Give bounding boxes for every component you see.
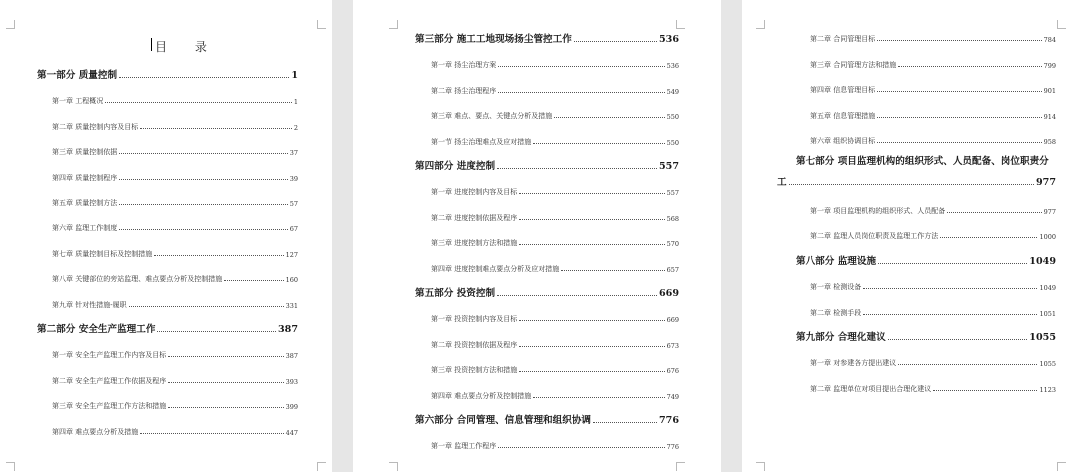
toc-chapter-entry [810,107,1056,121]
toc-entry-label: 第四部分 进度控制 [415,161,496,172]
page-corner-mark [756,462,765,471]
toc-leader-dots [933,389,1037,391]
toc-leader-dots [878,262,1027,264]
toc-leader-dots [498,446,664,448]
toc-page-number: 676 [666,367,679,376]
toc-chapter-entry [431,361,679,375]
toc-page-number: 1049 [1029,255,1056,267]
toc-entry-label: 第一章 检测设备 [810,283,862,292]
toc-chapter-entry [431,82,679,96]
toc-leader-dots [154,254,283,256]
toc-leader-dots [940,236,1037,238]
toc-entry-label: 第三章 质量控制依据 [52,148,118,157]
toc-leader-dots [119,152,287,154]
toc-chapter-entry [52,270,298,284]
toc-entry-label: 第五章 质量控制方法 [52,199,118,207]
toc-entry-label: 第九章 针对性措施-履职 [52,300,127,309]
toc-entry-label: 第六部分 合同管理、信息管理和组织协调 [415,415,592,426]
toc-leader-dots [877,90,1041,92]
toc-entry-label: 第八章 关键部位的旁站监理、难点要点分析及控制措施 [52,275,223,284]
toc-page-number: 127 [285,250,298,259]
toc-leader-dots [888,338,1028,340]
page-corner-mark [317,462,326,471]
toc-chapter-entry [431,183,679,197]
toc-page-number: 550 [666,113,679,122]
toc-entry-label: 第一章 工程概况 [52,97,104,106]
toc-part-label: 工 [777,177,787,188]
toc-entry-label: 第二章 进度控制依据及程序 [431,213,518,222]
toc-page-number: 776 [666,443,679,452]
toc-leader-dots [863,313,1037,315]
toc-chapter-entry [52,92,298,106]
toc-entry-label: 第三章 进度控制方法和措施 [431,239,518,248]
toc-part-entry [415,285,679,299]
toc-leader-dots [168,381,283,383]
toc-entry-label: 第六章 监理工作制度 [52,224,118,233]
page-corner-mark [6,462,15,471]
page-corner-mark [389,20,398,29]
toc-leader-dots [877,39,1041,41]
toc-chapter-entry [810,56,1056,70]
document-page-1 [0,0,332,472]
toc-chapter-entry [431,437,679,451]
toc-entry-label: 第一章 安全生产监理工作内容及目标 [52,351,167,360]
toc-page-number: 331 [285,301,298,310]
toc-page-number: 557 [658,161,679,172]
toc-leader-dots [498,65,664,67]
toc-entry-label: 第八部分 监理设施 [796,255,877,267]
toc-entry-label: 第一章 扬尘治理方案 [431,61,497,70]
toc-leader-dots [863,287,1037,289]
toc-leader-dots [498,91,664,93]
toc-page-number: 1051 [1039,309,1056,318]
toc-entry-label: 第二章 检测手段 [810,308,862,317]
toc-leader-dots [140,432,283,434]
toc-page-number: 1055 [1039,360,1056,369]
toc-page-number: 536 [666,62,679,71]
toc-page-number: 568 [666,214,679,223]
toc-chapter-entry [431,209,679,223]
toc-page-number: 549 [666,87,679,96]
toc-leader-dots [519,370,664,372]
page-corner-mark [1057,462,1066,471]
toc-page-number: 1 [293,98,298,107]
toc-leader-dots [519,345,664,347]
toc-chapter-entry [431,310,679,324]
page-corner-mark [756,20,765,29]
toc-entry-label: 第四章 质量控制程序 [52,173,118,182]
toc-page-number: 977 [1043,208,1056,216]
toc-chapter-entry [810,227,1056,241]
toc-page-number: 399 [285,403,298,412]
toc-leader-dots [497,294,657,296]
toc-chapter-entry [52,397,298,411]
toc-entry-label: 第二章 合同管理目标 [810,35,876,43]
page-corner-mark [1057,20,1066,29]
toc-leader-dots [554,116,664,118]
toc-entry-label: 第九部分 合理化建议 [796,332,886,343]
toc-entry-label: 第六章 组织协调目标 [810,137,876,145]
toc-entry-label: 第一章 监理工作程序 [431,442,497,451]
toc-leader-dots [168,355,283,357]
toc-chapter-entry [810,202,1056,216]
toc-entry-label: 第三章 合同管理方法和措施 [810,60,897,69]
toc-leader-dots [574,40,657,42]
toc-page-number: 749 [666,392,679,401]
toc-page-number: 958 [1043,138,1056,146]
page-corner-mark [317,20,326,29]
toc-leader-dots [877,116,1041,118]
toc-entry-label: 第二章 安全生产监理工作依据及程序 [52,376,167,385]
toc-part-entry [37,67,298,81]
toc-page-number: 160 [285,276,298,285]
toc-chapter-entry [52,118,298,132]
toc-page-number: 669 [666,316,679,325]
toc-page-number: 570 [666,240,679,249]
toc-leader-dots [157,330,276,332]
toc-title: 目 录 [155,40,219,54]
toc-entry-label: 第四章 进度控制难点要点分析及应对措施 [431,264,560,273]
toc-part-entry [796,329,1056,343]
toc-leader-dots [898,363,1037,365]
toc-leader-dots [519,243,664,245]
toc-leader-dots [224,279,283,281]
toc-page-number: 2 [293,123,298,132]
toc-chapter-entry [431,234,679,248]
toc-entry-label: 第三章 投资控制方法和措施 [431,366,518,375]
toc-leader-dots [140,127,292,129]
toc-page-number: 799 [1043,61,1056,70]
toc-entry-label: 第四章 难点要点分析及控制措施 [431,391,532,400]
toc-page-number: 447 [285,428,298,437]
toc-chapter-entry [810,304,1056,318]
toc-part-entry [37,321,298,335]
toc-entry-label: 第三章 安全生产监理工作方法和措施 [52,402,167,411]
toc-page-number: 387 [277,324,298,335]
toc-chapter-entry [52,346,298,360]
toc-page-number: 536 [658,34,679,45]
toc-leader-dots [519,218,664,220]
toc-chapter-entry [431,56,679,70]
toc-entry-label: 第四章 难点要点分析及措施 [52,427,139,436]
toc-entry-label: 第二章 监理单位对项目提出合理化建议 [810,384,932,393]
toc-chapter-entry [431,336,679,350]
toc-chapter-entry [52,143,298,157]
toc-entry-label: 第一章 对参建各方提出建议 [810,359,897,368]
toc-page-number: 914 [1043,112,1056,121]
toc-chapter-entry [52,169,298,183]
toc-page-number: 1049 [1039,284,1056,293]
toc-page-number: 550 [666,138,679,147]
toc-page-number: 39 [289,174,298,183]
toc-entry-label: 第七章 质量控制目标及控制措施 [52,249,153,258]
toc-chapter-entry [431,133,679,147]
toc-chapter-entry [52,372,298,386]
text-cursor [151,38,152,51]
toc-page-number: 67 [289,225,298,234]
toc-chapter-entry [810,30,1056,44]
document-page-3 [742,0,1080,472]
toc-leader-dots [533,396,664,398]
toc-part-heading-continued [777,174,1056,188]
toc-page-number: 776 [658,415,679,426]
toc-entry-label: 第二部分 安全生产监理工作 [37,324,156,335]
toc-leader-dots [898,65,1041,67]
toc-leader-dots [497,167,657,169]
toc-entry-label: 第一章 进度控制内容及目标 [431,188,518,197]
toc-chapter-entry [52,245,298,259]
toc-page-number: 784 [1043,36,1056,44]
toc-leader-dots [789,183,1034,185]
toc-entry-label: 第一部分 质量控制 [37,70,118,81]
toc-chapter-entry [431,387,679,401]
toc-chapter-entry [431,260,679,274]
toc-entry-label: 第三部分 施工工地现场扬尘管控工作 [415,34,572,45]
toc-leader-dots [533,142,664,144]
toc-part-entry [415,158,679,172]
toc-chapter-entry [52,296,298,310]
toc-leader-dots [561,269,664,271]
page-corner-mark [676,20,685,29]
toc-page-number: 1000 [1039,233,1056,242]
toc-part-entry [415,31,679,45]
toc-page-number: 901 [1043,87,1056,95]
toc-leader-dots [129,305,284,307]
toc-chapter-entry [431,107,679,121]
toc-entry-label: 第一章 项目监理机构的组织形式、人员配备 [810,207,946,215]
toc-page-number: 1 [291,70,298,81]
toc-leader-dots [877,141,1041,143]
toc-leader-dots [119,76,289,78]
toc-entry-label: 第一章 投资控制内容及目标 [431,315,518,324]
toc-page-number: 1123 [1039,385,1056,394]
toc-page-number: 557 [666,189,679,198]
toc-page-number: 977 [1035,177,1056,188]
toc-leader-dots [119,178,287,180]
toc-entry-label: 第三章 难点、要点、关键点分析及措施 [431,112,553,121]
toc-entry-label: 第二章 投资控制依据及程序 [431,340,518,349]
page-corner-mark [389,462,398,471]
toc-chapter-entry [810,380,1056,394]
toc-entry-label: 第二章 质量控制内容及目标 [52,122,139,131]
toc-chapter-entry [810,81,1056,95]
toc-entry-label: 第二章 扬尘治理程序 [431,86,497,95]
toc-page-number: 393 [285,377,298,386]
toc-chapter-entry [810,278,1056,292]
toc-leader-dots [119,228,287,230]
toc-page-number: 669 [658,288,679,299]
toc-chapter-entry [52,194,298,208]
toc-leader-dots [119,203,287,205]
toc-part-entry [415,412,679,426]
toc-entry-label: 第四章 信息管理目标 [810,86,876,94]
toc-chapter-entry [52,219,298,233]
toc-page-number: 657 [666,265,679,274]
toc-page-number: 1055 [1029,332,1056,343]
toc-chapter-entry [810,354,1056,368]
toc-entry-label: 第五章 信息管理措施 [810,111,876,120]
toc-page-number: 673 [666,341,679,350]
toc-page-number: 57 [289,200,298,208]
toc-entry-label: 第二章 监理人员岗位职责及监理工作方法 [810,232,939,241]
toc-chapter-entry [52,423,298,437]
toc-leader-dots [519,319,664,321]
toc-part-heading: 第七部分 项目监理机构的组织形式、人员配备、岗位职责分 [796,156,1049,167]
toc-entry-label: 第五部分 投资控制 [415,288,496,299]
page-corner-mark [6,20,15,29]
toc-leader-dots [519,192,664,194]
toc-entry-label: 第一节 扬尘治理难点及应对措施 [431,137,532,146]
document-page-2 [353,0,721,472]
toc-page-number: 37 [289,149,298,158]
toc-chapter-entry [810,132,1056,146]
toc-leader-dots [105,101,292,103]
toc-page-number: 387 [285,352,298,361]
toc-leader-dots [168,406,283,408]
toc-part-entry [796,253,1056,267]
toc-leader-dots [947,211,1041,213]
page-corner-mark [676,462,685,471]
toc-leader-dots [593,421,657,423]
